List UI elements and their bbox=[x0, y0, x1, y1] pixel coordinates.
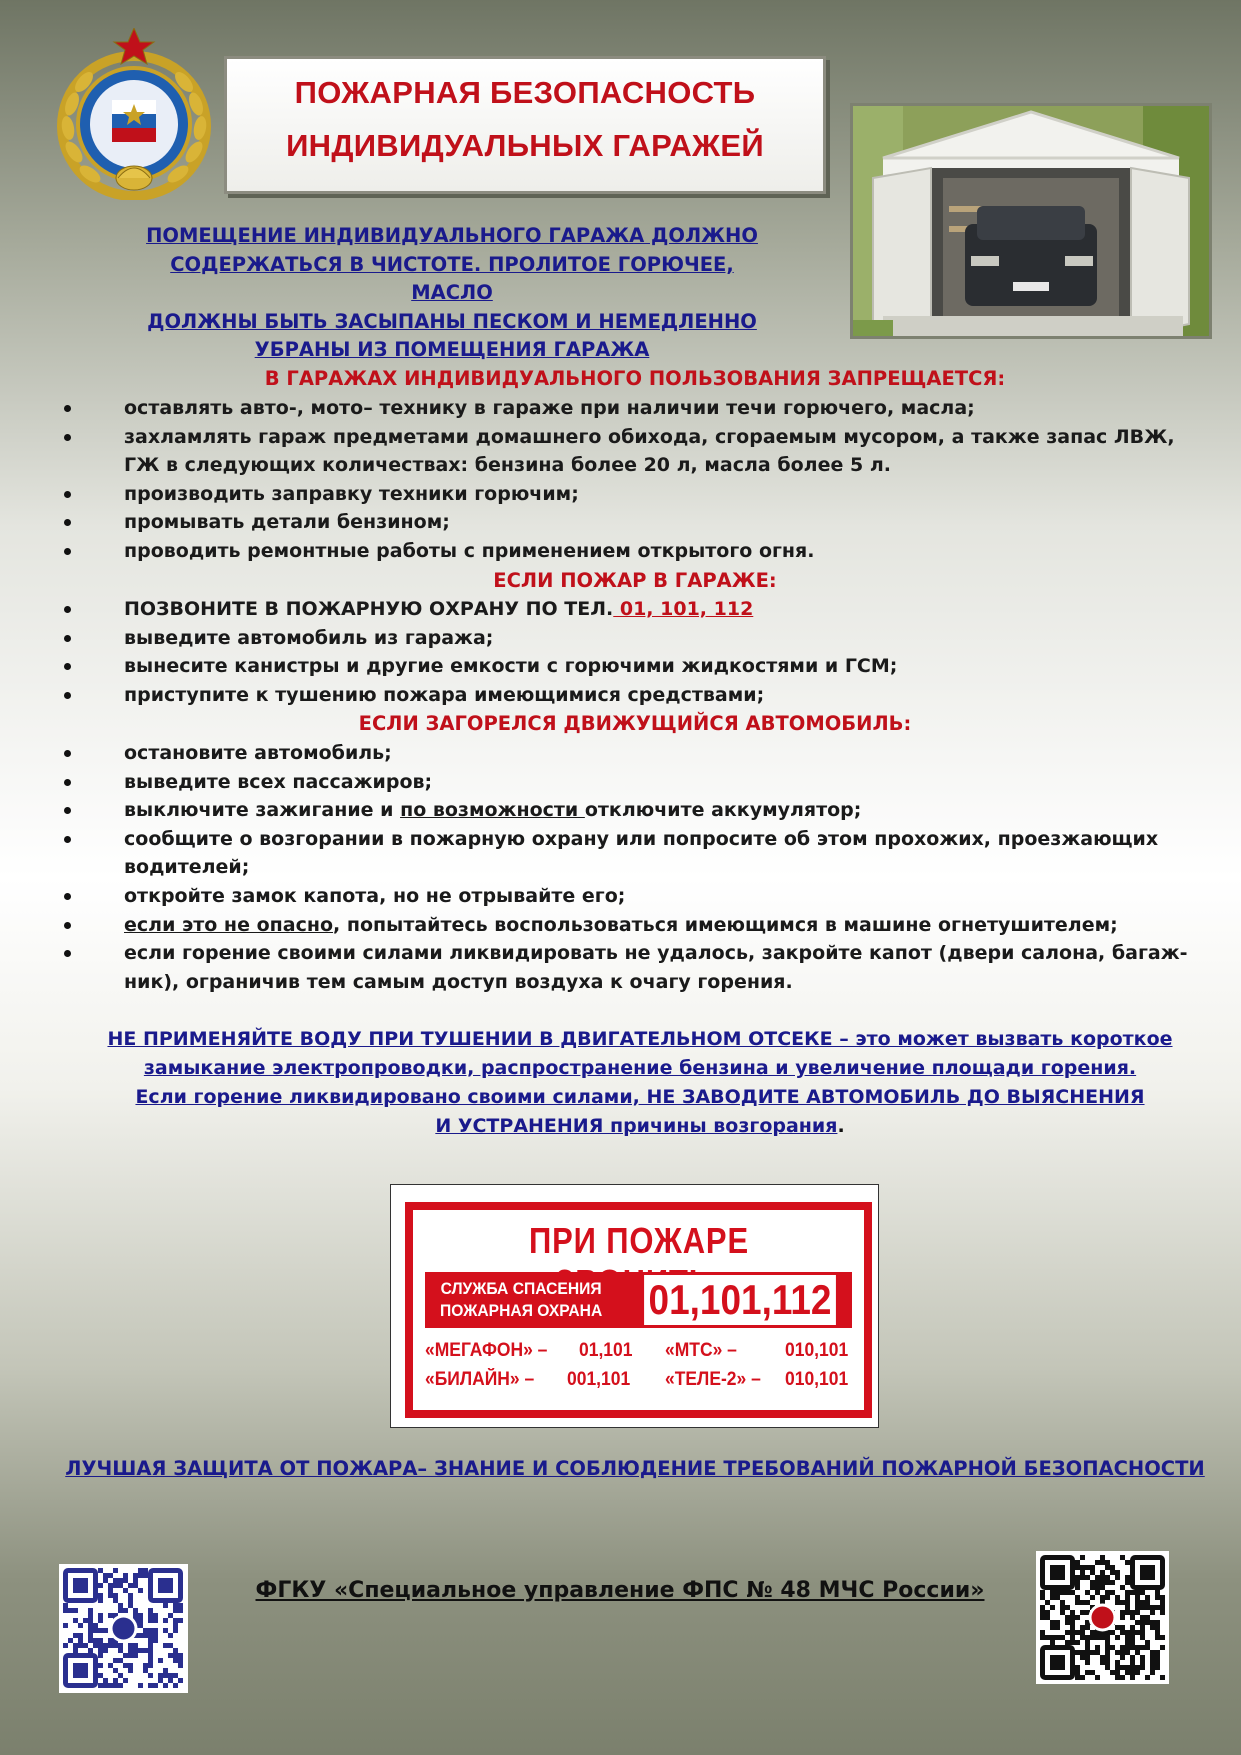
emergency-numbers: 01, 101, 112 bbox=[613, 598, 754, 620]
emergency-phone-sign bbox=[390, 1184, 879, 1428]
operator-number: 01,101 bbox=[579, 1340, 633, 1361]
list-item: остановите автомобиль; bbox=[64, 739, 1204, 768]
sign-band bbox=[425, 1272, 852, 1328]
garage-photo bbox=[850, 103, 1212, 339]
sign-inner bbox=[405, 1202, 872, 1418]
bullet-icon bbox=[64, 779, 71, 786]
list-item: оставлять авто-, мото– технику в гараже при наличии течи горючего, масла; bbox=[64, 394, 1204, 423]
list-item: вынесите канистры и другие емкости с горючими жидкостями и ГСМ; bbox=[64, 652, 1204, 681]
title-box bbox=[224, 56, 826, 194]
list-item: производить заправку техники горючим; bbox=[64, 480, 1204, 509]
prohibited-heading: В ГАРАЖАХ ИНДИВИДУАЛЬНОГО ПОЛЬЗОВАНИЯ ЗАПРЕЩАЕТСЯ: bbox=[264, 367, 1006, 390]
list-item: откройте замок капота, но не отрывайте его; bbox=[64, 882, 1204, 911]
sign-main-number: 01,101,112 bbox=[644, 1275, 836, 1325]
operator-name: «МТС» – bbox=[665, 1340, 737, 1361]
operator-name: «БИЛАЙН» – bbox=[425, 1369, 535, 1390]
warning-line: замыкание электропроводки, распространение бензина и увеличение площади горения. bbox=[143, 1057, 1137, 1079]
footer-organization: ФГКУ «Специальное управление ФПС № 48 МЧС России» bbox=[255, 1578, 985, 1603]
list-item: выключите зажигание и по возможности отключите аккумулятор; bbox=[64, 796, 1204, 825]
intro-paragraph bbox=[132, 222, 772, 365]
operator-name: «ТЕЛЕ-2» – bbox=[665, 1369, 761, 1390]
bullet-icon bbox=[64, 893, 71, 900]
bullet-icon bbox=[64, 405, 71, 412]
bullet-icon bbox=[64, 750, 71, 757]
operator-number: 001,101 bbox=[567, 1369, 631, 1390]
list-item: ПОЗВОНИТЕ В ПОЖАРНУЮ ОХРАНУ ПО ТЕЛ. 01, 101, 112 bbox=[64, 595, 1204, 624]
operator-name: «МЕГАФОН» – bbox=[425, 1340, 548, 1361]
intro-line: ДОЛЖНЫ БЫТЬ ЗАСЫПАНЫ ПЕСКОМ И НЕМЕДЛЕННО bbox=[147, 309, 757, 333]
qr-code-icon bbox=[1036, 1551, 1169, 1684]
bullet-icon bbox=[64, 663, 71, 670]
warning-paragraph bbox=[90, 1025, 1190, 1141]
sign-service-labels: СЛУЖБА СПАСЕНИЯ ПОЖАРНАЯ ОХРАНА bbox=[440, 1279, 603, 1320]
list-item: сообщите о возгорании в пожарную охрану или попросите об этом прохожих, проезжающих водителей; bbox=[64, 825, 1204, 882]
list-item: проводить ремонтные работы с применением открытого огня. bbox=[64, 537, 1204, 566]
bullet-icon bbox=[64, 548, 71, 555]
car-fire-heading: ЕСЛИ ЗАГОРЕЛСЯ ДВИЖУЩИЙСЯ АВТОМОБИЛЬ: bbox=[358, 712, 912, 735]
title-line-2: ИНДИВИДУАЛЬНЫХ ГАРАЖЕЙ bbox=[286, 128, 764, 163]
list-item: приступите к тушению пожара имеющимися средствами; bbox=[64, 681, 1204, 710]
bullet-icon bbox=[64, 519, 71, 526]
list-item: если это не опасно, попытайтесь воспользоваться имеющимся в машине огнетушителем; bbox=[64, 911, 1204, 940]
bullet-icon bbox=[64, 434, 71, 441]
bullet-icon bbox=[64, 692, 71, 699]
prohibited-list bbox=[64, 394, 1204, 566]
intro-line: ПОМЕЩЕНИЕ ИНДИВИДУАЛЬНОГО ГАРАЖА ДОЛЖНО bbox=[146, 224, 758, 247]
sign-heading: ПРИ ПОЖАРЕ bbox=[529, 1220, 749, 1261]
bullet-icon bbox=[64, 635, 71, 642]
bullet-icon bbox=[64, 491, 71, 498]
warning-line: Если горение ликвидировано своими силами, НЕ ЗАВОДИТЕ АВТОМОБИЛЬ ДО ВЫЯСНЕНИЯ bbox=[135, 1086, 1145, 1108]
list-item: если горение своими силами ликвидировать не удалось, закройте капот (двери салона, багаж-ник), ограничив тем самым доступ воздуха к очагу горения. bbox=[64, 939, 1204, 996]
garage-fire-heading: ЕСЛИ ПОЖАР В ГАРАЖЕ: bbox=[493, 569, 777, 592]
intro-line: СОДЕРЖАТЬСЯ В ЧИСТОТЕ. ПРОЛИТОЕ ГОРЮЧЕЕ, МАСЛО bbox=[170, 252, 734, 304]
bullet-icon bbox=[64, 807, 71, 814]
bullet-icon bbox=[64, 922, 71, 929]
bullet-icon bbox=[64, 950, 71, 957]
bullet-icon bbox=[64, 606, 71, 613]
motto: ЛУЧШАЯ ЗАЩИТА ОТ ПОЖАРА– ЗНАНИЕ И СОБЛЮДЕНИЕ ТРЕБОВАНИЙ ПОЖАРНОЙ БЕЗОПАСНОСТИ bbox=[65, 1457, 1205, 1480]
list-item: захламлять гараж предметами домашнего обихода, сгораемым мусором, а также запас ЛВЖ, ГЖ в следующих количествах: бензина более 20 л, масла более 5 л. bbox=[64, 423, 1204, 480]
qr-code-icon bbox=[59, 1564, 188, 1693]
bullet-icon bbox=[64, 836, 71, 843]
garage-fire-list bbox=[64, 595, 1204, 709]
list-item: промывать детали бензином; bbox=[64, 508, 1204, 537]
title-line-1: ПОЖАРНАЯ БЕЗОПАСНОСТЬ bbox=[294, 75, 756, 110]
warning-line: И УСТРАНЕНИЯ причины возгорания. bbox=[435, 1115, 845, 1137]
warning-line: НЕ ПРИМЕНЯЙТЕ ВОДУ ПРИ ТУШЕНИИ В ДВИГАТЕЛЬНОМ ОТСЕКЕ – это может вызвать короткое bbox=[107, 1028, 1173, 1050]
list-item: выведите всех пассажиров; bbox=[64, 768, 1204, 797]
operator-number: 010,101 bbox=[785, 1369, 849, 1390]
list-item: выведите автомобиль из гаража; bbox=[64, 624, 1204, 653]
car-fire-list bbox=[64, 739, 1204, 996]
operator-number: 010,101 bbox=[785, 1340, 849, 1361]
intro-line: УБРАНЫ ИЗ ПОМЕЩЕНИЯ ГАРАЖА bbox=[254, 338, 650, 361]
fire-service-emblem-icon bbox=[54, 28, 214, 200]
